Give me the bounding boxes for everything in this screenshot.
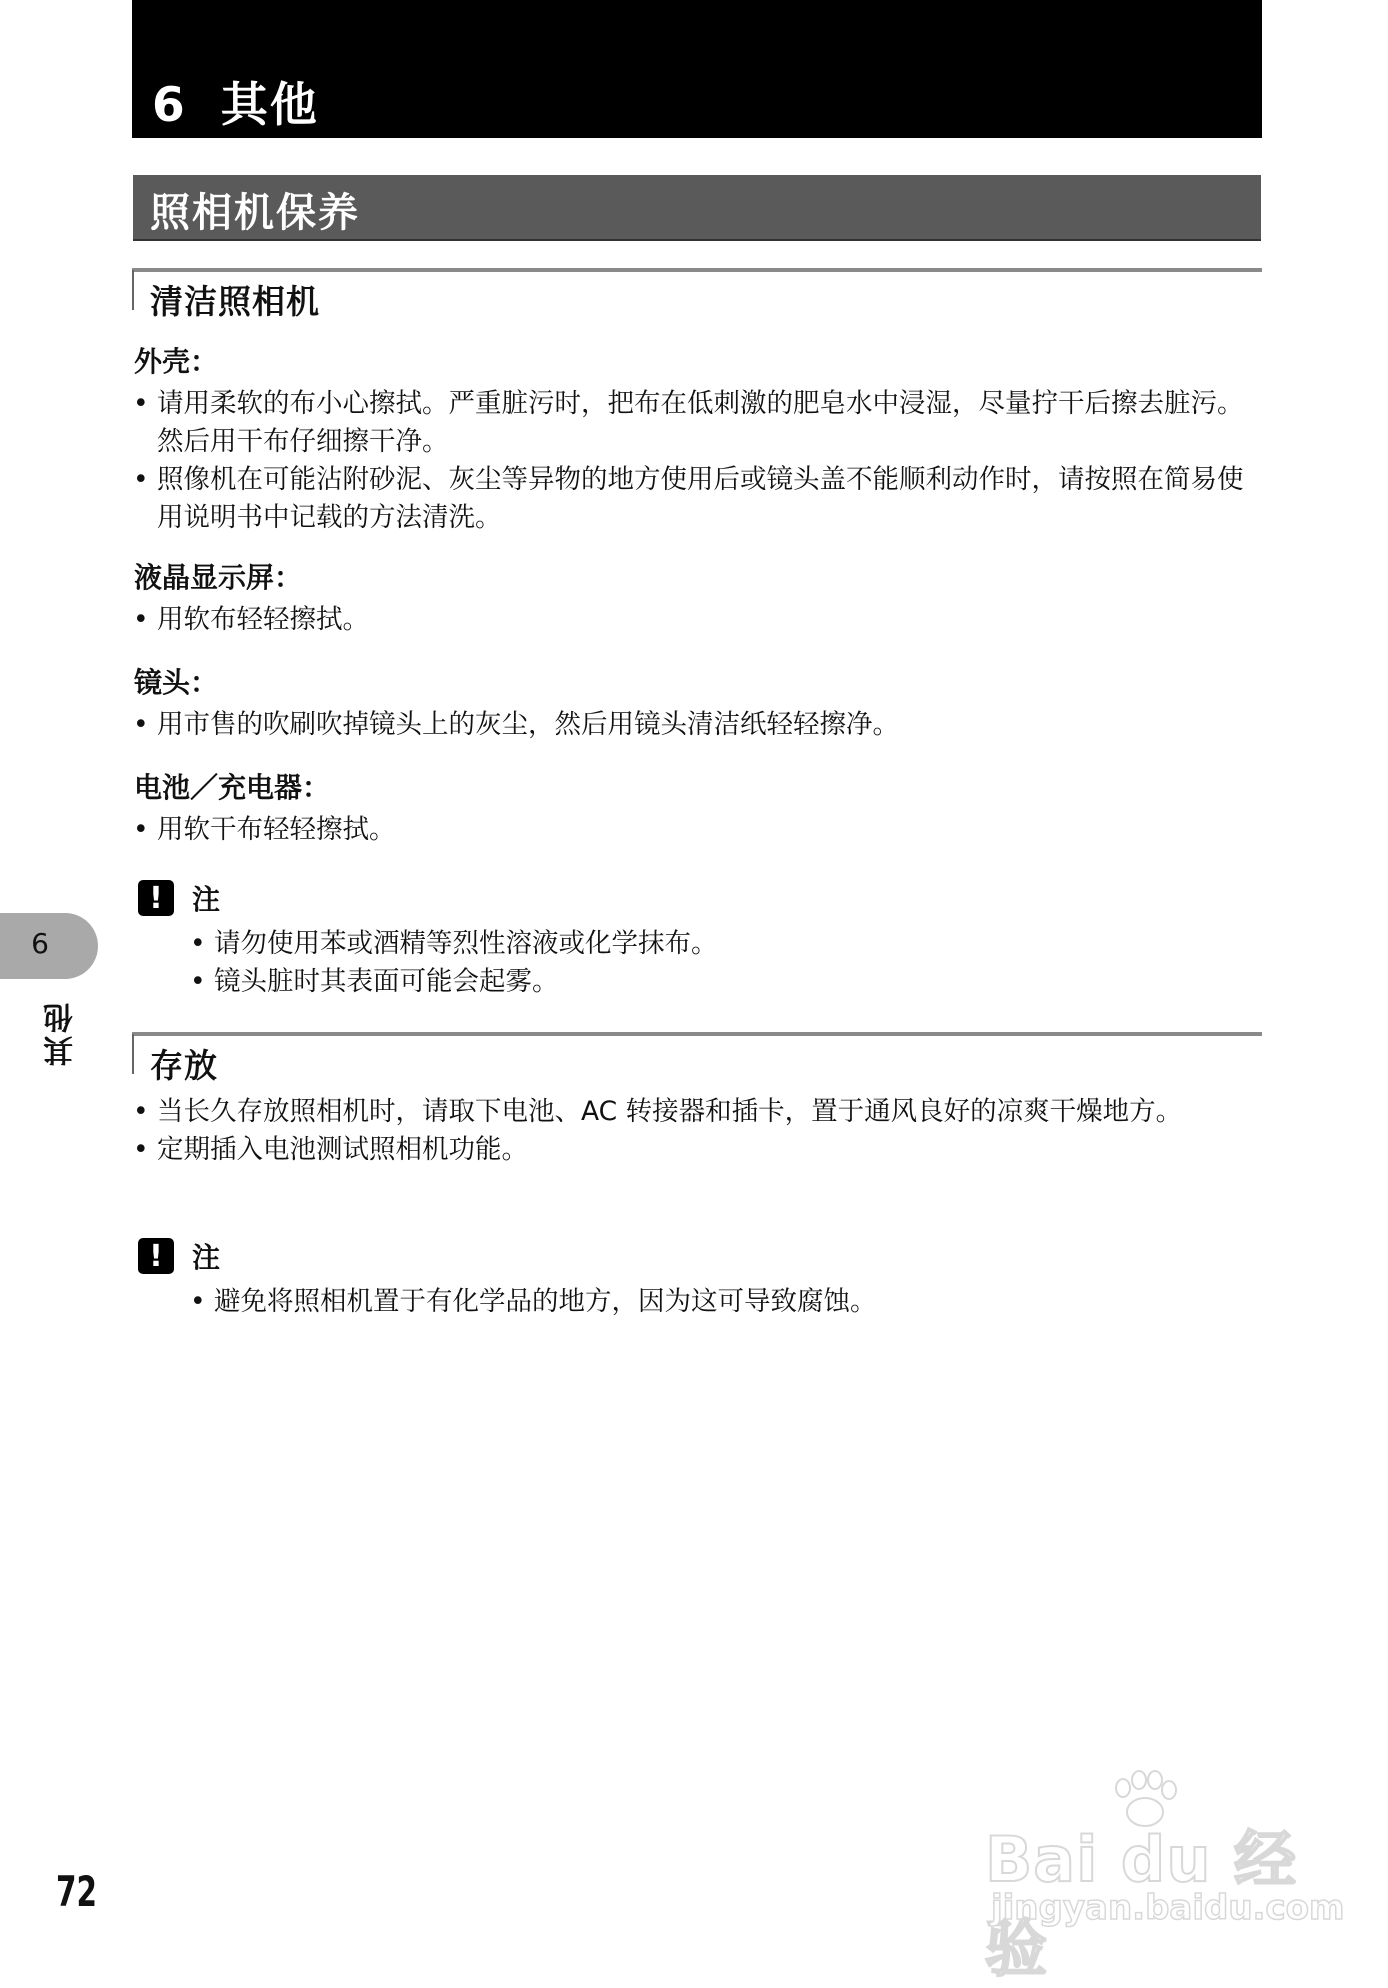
side-tab-text: 其他 [44,1000,79,1066]
cleaning-heading: 清洁照相机 [150,282,320,321]
list-item: • 用市售的吹刷吹掉镜头上的灰尘，然后用镜头清洁纸轻轻擦净。 [133,706,1263,744]
list-item: • 请用柔软的布小心擦拭。严重脏污时，把布在低刺激的肥皂水中浸湿，尽量拧干后擦去脏污。然后用干布仔细擦干净。 [133,385,1263,461]
note-label: 注 [192,1241,221,1274]
list-item: • 当长久存放照相机时，请取下电池、AC 转接器和插卡，置于通风良好的凉爽干燥地方。 [133,1093,1263,1131]
watermark [985,1770,1345,1985]
note-heading [138,1236,220,1276]
side-tab-number: 6 [31,927,49,960]
page-number: 72 [56,1867,98,1916]
watermark-brand: Bai du 经验 [985,1823,1298,1985]
list-item: • 照像机在可能沾附砂泥、灰尘等异物的地方使用后或镜头盖不能顺利动作时，请按照在简易使用说明书中记载的方法清洗。 [133,461,1263,537]
chapter-number: 6 [152,78,187,133]
note-list [190,925,1260,1001]
group-label-lcd: 液晶显示屏： [134,561,303,594]
subhead-rule [132,1032,1262,1036]
note-label: 注 [192,883,221,916]
section-title: 照相机保养 [150,190,360,236]
list-item: • 定期插入电池测试照相机功能。 [133,1131,1263,1169]
group-list-lcd [133,601,1263,639]
watermark-url: jingyan.baidu.com [991,1888,1345,1928]
exclamation-icon: ! [138,880,174,916]
exclamation-icon: ! [138,1238,174,1274]
chapter-title-text: 其他 [220,78,319,133]
note-list [190,1283,1260,1321]
list-item: • 镜头脏时其表面可能会起雾。 [190,963,1260,1001]
group-label-body: 外壳： [134,345,219,378]
list-item: • 用软布轻轻擦拭。 [133,601,1263,639]
group-list-body [133,385,1263,537]
note-heading [138,878,220,918]
list-item: • 用软干布轻轻擦拭。 [133,811,1263,849]
storage-list [133,1093,1263,1169]
group-list-battery [133,811,1263,849]
storage-heading: 存放 [150,1046,218,1085]
group-list-lens [133,706,1263,744]
list-item: • 请勿使用苯或酒精等烈性溶液或化学抹布。 [190,925,1260,963]
list-item: • 避免将照相机置于有化学品的地方，因为这可导致腐蚀。 [190,1283,1260,1321]
group-label-lens: 镜头： [134,666,219,699]
subhead-rule [132,268,1262,272]
subhead-tick [132,1034,134,1074]
chapter-title [152,68,319,135]
group-label-battery: 电池／充电器： [134,771,331,804]
subhead-tick [132,270,134,310]
